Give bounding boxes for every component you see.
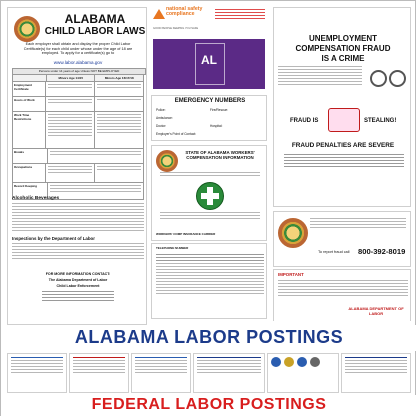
child-intro-text: Each employer shall obtain and display the proper Child Labor Certificate(s) for each child under whose under the age of 18 are employed. To apply for a certificate(s) go to: [23, 42, 133, 56]
more-info-division: Child Labor Enforcement: [56, 284, 100, 288]
emergency-field: Police:: [156, 108, 166, 112]
emergency-field: Fire/Rescue:: [210, 108, 229, 112]
brand-name: national safety compliance: [166, 6, 203, 18]
fraud-body: [278, 66, 362, 87]
state-shape-icon: [195, 43, 225, 85]
child-labor-panel: [7, 7, 147, 325]
more-info-address: [42, 291, 114, 303]
aldol-seal-icon: [278, 218, 308, 248]
child-table-header: Persons under 14 years of age Unless NOT BE EMPLOYED: [12, 68, 146, 75]
important-label: IMPORTANT: [278, 272, 304, 277]
federal-poster: [193, 353, 265, 393]
handcuffs-icon: [370, 68, 406, 86]
brand-order-info: [215, 9, 265, 21]
more-info-label: FOR MORE INFORMATION CONTACT:: [45, 272, 111, 276]
child-row: [12, 164, 144, 183]
federal-posters-strip: [7, 353, 411, 393]
child-row: [12, 97, 144, 112]
workers-comp-seal-icon: [156, 150, 178, 172]
child-table: [12, 74, 144, 200]
child-col-16-18: Minors Age 16/17/18: [94, 75, 143, 81]
emergency-field: Doctor:: [156, 124, 167, 128]
federal-poster: [341, 353, 411, 393]
inspections-title: Inspections by the Department of Labor: [12, 236, 95, 241]
workers-comp-text: [160, 172, 260, 178]
workers-comp-panel: [151, 145, 267, 241]
child-row-label: Record Keeping: [14, 184, 38, 188]
state-banner: [1, 325, 416, 351]
state-banner-text: ALABAMA LABOR POSTINGS: [74, 327, 344, 347]
telephone-panel: [151, 243, 267, 319]
federal-poster: [267, 353, 339, 393]
federal-banner: [1, 395, 416, 417]
alabama-seal-icon: [14, 16, 40, 42]
federal-poster: [7, 353, 67, 393]
federal-banner-text: FEDERAL LABOR POSTINGS: [91, 396, 327, 413]
brand-logo: [153, 7, 213, 35]
emergency-panel: [151, 95, 267, 141]
federal-poster: [131, 353, 191, 393]
fraud-title-2: COMPENSATION FRAUD: [295, 44, 391, 53]
child-row-label: Work Time Restrictions: [14, 113, 32, 121]
workers-comp-carrier: WORKERS' COMP INSURANCE CARRIER: [156, 232, 216, 236]
report-body: [310, 218, 406, 230]
emergency-field: Employer's Point of Contact:: [156, 132, 197, 136]
fraud-stealing-label: FRAUD IS: [290, 118, 319, 124]
report-phone[interactable]: 800-392-8019: [358, 247, 406, 256]
alcohol-title: Alcoholic Beverages: [12, 196, 60, 201]
emergency-title: EMERGENCY NUMBERS: [174, 98, 246, 104]
telephone-body: [156, 254, 264, 296]
first-aid-icon: [196, 182, 224, 210]
federal-poster: [69, 353, 129, 393]
child-row: [12, 82, 144, 97]
fraud-title-1: UNEMPLOYMENT: [309, 34, 377, 43]
report-panel: [273, 211, 411, 267]
fraud-stamp-icon: [328, 108, 360, 132]
aldol-label: ALABAMA DEPARTMENT OF LABOR: [348, 306, 404, 316]
emergency-field: Hospital:: [210, 124, 223, 128]
fraud-title-3: IS A CRIME: [321, 54, 365, 63]
child-row-label: Hours of Work: [14, 98, 35, 102]
brand-tagline: GOOD PEOPLE KEEPING YOU SAFE: [153, 27, 199, 30]
child-row: [12, 149, 144, 164]
telephone-label: TELEPHONE NUMBER: [156, 246, 189, 250]
state-badge: [153, 39, 265, 89]
important-body: [278, 280, 408, 298]
emergency-field: Ambulance:: [156, 116, 173, 120]
report-label: To report fraud call: [318, 250, 350, 254]
alcohol-body: [12, 203, 144, 233]
child-row: [12, 112, 144, 149]
fraud-panel: [273, 7, 411, 207]
child-link[interactable]: www.labor.alabama.gov: [53, 60, 103, 65]
brand-mark-icon: [153, 9, 165, 19]
fraud-stealing-label-2: STEALING!: [364, 118, 397, 124]
important-panel: [273, 269, 411, 323]
child-col-14-15: Minors Age 14/15: [46, 75, 95, 81]
child-row-label: Occupations: [14, 165, 33, 169]
child-labor-subtitle: CHILD LABOR LAWS: [44, 26, 146, 37]
child-labor-title: ALABAMA: [64, 12, 126, 26]
workers-comp-body: [160, 212, 260, 221]
child-row-label: Breaks: [14, 150, 25, 154]
penalties-list: [284, 154, 404, 169]
workers-comp-title: STATE OF ALABAMA WORKERS' COMPENSATION INFORMATION: [185, 150, 255, 160]
penalties-title: FRAUD PENALTIES ARE SEVERE: [291, 142, 395, 149]
child-row-label: Employment Certificate: [14, 83, 33, 91]
inspections-body: [12, 243, 144, 261]
more-info-org: The Alabama Department of Labor: [48, 278, 108, 282]
state-badge-label: AL: [201, 53, 217, 67]
